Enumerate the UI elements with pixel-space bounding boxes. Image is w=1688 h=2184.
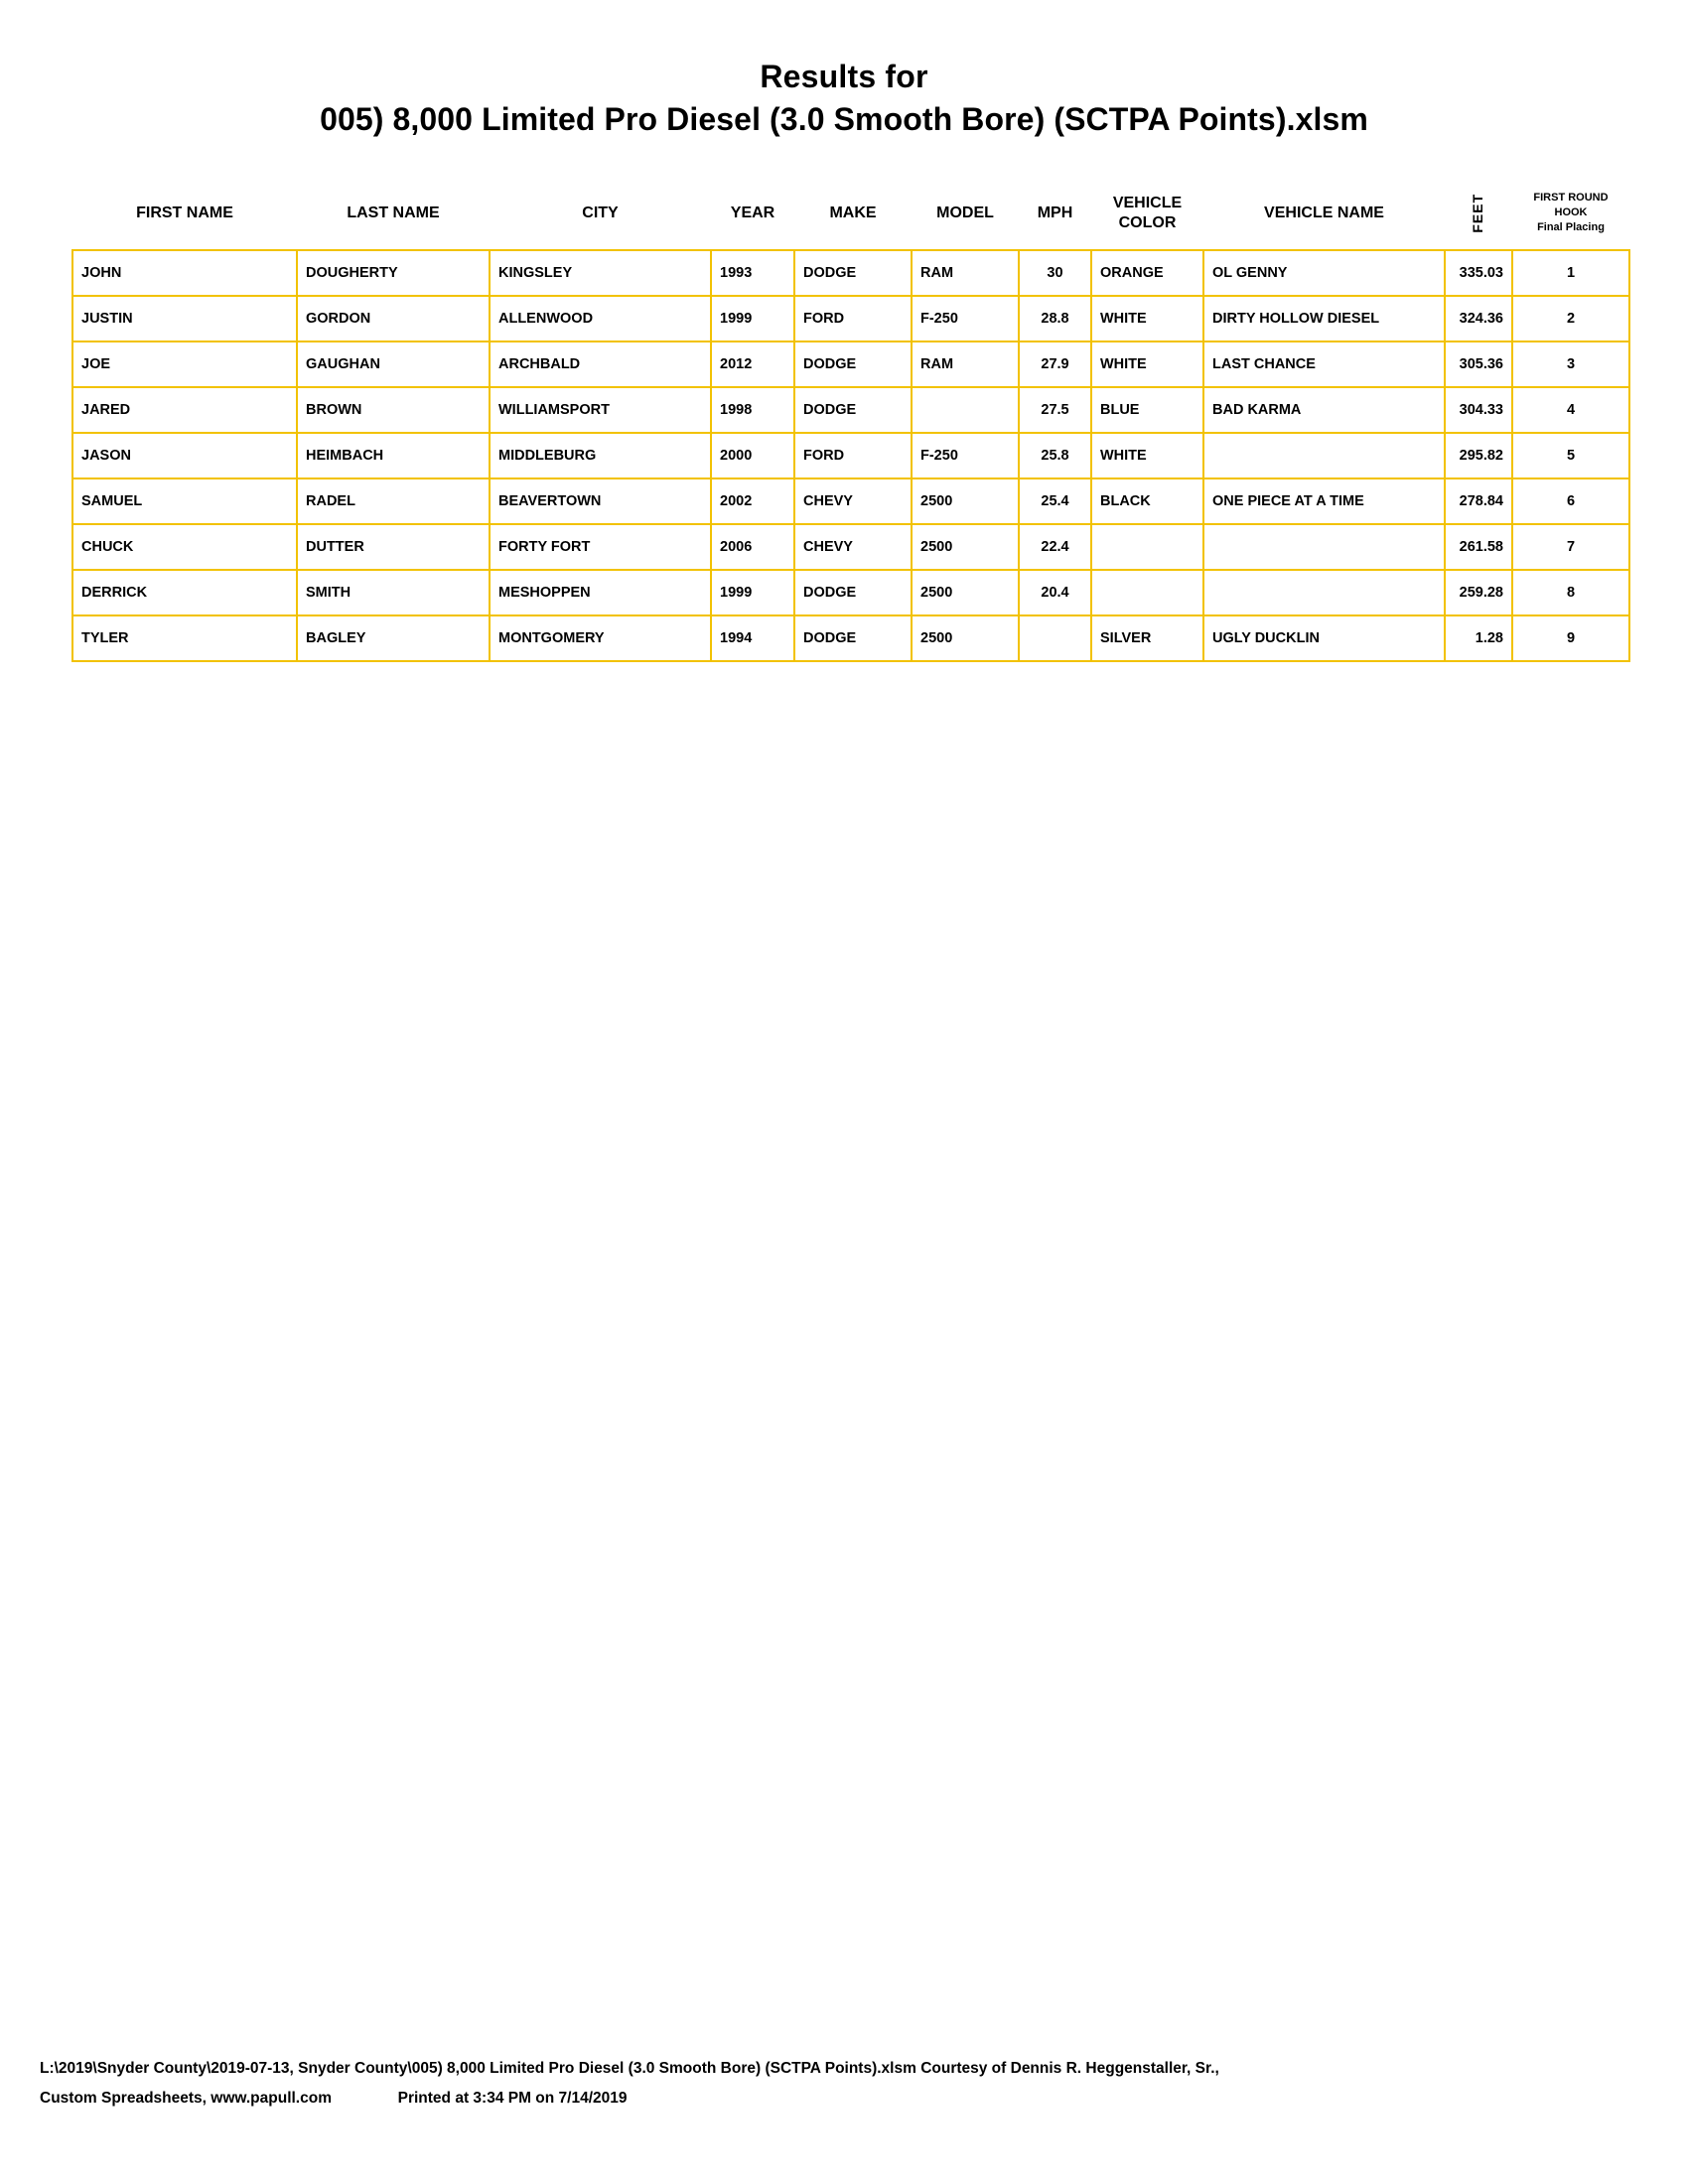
cell-placing: 3	[1512, 341, 1629, 387]
cell-model: 2500	[912, 478, 1019, 524]
cell-city: FORTY FORT	[490, 524, 711, 570]
cell-year: 1993	[711, 250, 794, 296]
cell-vehicle-color: BLACK	[1091, 478, 1203, 524]
cell-city: MONTGOMERY	[490, 615, 711, 661]
cell-year: 2000	[711, 433, 794, 478]
cell-last-name: BROWN	[297, 387, 490, 433]
cell-city: ARCHBALD	[490, 341, 711, 387]
cell-first-name: TYLER	[72, 615, 297, 661]
cell-last-name: HEIMBACH	[297, 433, 490, 478]
cell-first-name: JARED	[72, 387, 297, 433]
cell-last-name: BAGLEY	[297, 615, 490, 661]
table-row	[72, 250, 1629, 296]
cell-make: DODGE	[794, 570, 912, 615]
cell-mph	[1019, 615, 1091, 661]
cell-vehicle-name	[1203, 433, 1445, 478]
cell-model: 2500	[912, 615, 1019, 661]
table-row	[72, 570, 1629, 615]
cell-last-name: GAUGHAN	[297, 341, 490, 387]
header-vehicle-color: VEHICLE COLOR	[1112, 194, 1183, 231]
cell-feet: 261.58	[1445, 524, 1512, 570]
cell-last-name: RADEL	[297, 478, 490, 524]
cell-city: WILLIAMSPORT	[490, 387, 711, 433]
cell-vehicle-name: ONE PIECE AT A TIME	[1203, 478, 1445, 524]
cell-placing: 8	[1512, 570, 1629, 615]
cell-first-name: DERRICK	[72, 570, 297, 615]
header-last-name: LAST NAME	[347, 204, 440, 221]
table-row	[72, 296, 1629, 341]
cell-year: 1999	[711, 296, 794, 341]
cell-placing: 9	[1512, 615, 1629, 661]
header-first-name: FIRST NAME	[136, 204, 233, 221]
results-table-container	[40, 185, 1648, 662]
cell-year: 1999	[711, 570, 794, 615]
cell-year: 1994	[711, 615, 794, 661]
cell-make: DODGE	[794, 387, 912, 433]
cell-city: ALLENWOOD	[490, 296, 711, 341]
cell-city: KINGSLEY	[490, 250, 711, 296]
cell-last-name: DUTTER	[297, 524, 490, 570]
cell-make: CHEVY	[794, 478, 912, 524]
cell-model: F-250	[912, 296, 1019, 341]
table-header	[72, 185, 1629, 250]
cell-mph: 20.4	[1019, 570, 1091, 615]
cell-year: 2006	[711, 524, 794, 570]
cell-city: MIDDLEBURG	[490, 433, 711, 478]
header-first-round-hook-label: FIRST ROUND HOOK	[1533, 192, 1609, 219]
table-row	[72, 615, 1629, 661]
cell-year: 2012	[711, 341, 794, 387]
cell-feet: 305.36	[1445, 341, 1512, 387]
cell-vehicle-color	[1091, 524, 1203, 570]
cell-mph: 22.4	[1019, 524, 1091, 570]
cell-placing: 1	[1512, 250, 1629, 296]
cell-feet: 259.28	[1445, 570, 1512, 615]
footer-path-line: L:\2019\Snyder County\2019-07-13, Snyder County\005) 8,000 Limited Pro Diesel (3.0 Smooth Bore) (SCTPA Points).xlsm Courtesy of Dennis R. Heggenstaller, Sr.,	[40, 2060, 1219, 2078]
cell-vehicle-color: WHITE	[1091, 341, 1203, 387]
cell-vehicle-name	[1203, 524, 1445, 570]
cell-feet: 295.82	[1445, 433, 1512, 478]
cell-feet: 278.84	[1445, 478, 1512, 524]
cell-mph: 25.8	[1019, 433, 1091, 478]
title-line-2: 005) 8,000 Limited Pro Diesel (3.0 Smooth Bore) (SCTPA Points).xlsm	[320, 101, 1368, 138]
cell-vehicle-name: BAD KARMA	[1203, 387, 1445, 433]
table-header-row	[72, 185, 1629, 250]
footer-credit-line	[40, 2084, 1628, 2113]
cell-make: DODGE	[794, 341, 912, 387]
cell-placing: 5	[1512, 433, 1629, 478]
cell-placing: 2	[1512, 296, 1629, 341]
cell-mph: 27.5	[1019, 387, 1091, 433]
cell-model	[912, 387, 1019, 433]
table-row	[72, 433, 1629, 478]
cell-vehicle-color: WHITE	[1091, 433, 1203, 478]
header-vehicle-name: VEHICLE NAME	[1264, 204, 1384, 221]
cell-first-name: CHUCK	[72, 524, 297, 570]
cell-last-name: SMITH	[297, 570, 490, 615]
cell-first-name: JUSTIN	[72, 296, 297, 341]
cell-feet: 324.36	[1445, 296, 1512, 341]
cell-last-name: DOUGHERTY	[297, 250, 490, 296]
cell-city: MESHOPPEN	[490, 570, 711, 615]
cell-last-name: GORDON	[297, 296, 490, 341]
cell-vehicle-color	[1091, 570, 1203, 615]
cell-make: CHEVY	[794, 524, 912, 570]
document-title	[40, 0, 1648, 143]
cell-mph: 28.8	[1019, 296, 1091, 341]
cell-first-name: JOE	[72, 341, 297, 387]
cell-vehicle-color: BLUE	[1091, 387, 1203, 433]
header-city: CITY	[582, 204, 619, 221]
cell-feet: 1.28	[1445, 615, 1512, 661]
cell-make: DODGE	[794, 615, 912, 661]
header-make: MAKE	[829, 204, 877, 221]
header-year: YEAR	[730, 204, 775, 221]
header-feet-label: FEET	[1470, 193, 1486, 233]
header-mph: MPH	[1037, 204, 1073, 221]
cell-make: FORD	[794, 433, 912, 478]
cell-feet: 304.33	[1445, 387, 1512, 433]
header-feet	[1445, 185, 1512, 250]
cell-feet: 335.03	[1445, 250, 1512, 296]
table-row	[72, 341, 1629, 387]
cell-model: 2500	[912, 524, 1019, 570]
cell-year: 1998	[711, 387, 794, 433]
cell-mph: 30	[1019, 250, 1091, 296]
cell-vehicle-color: ORANGE	[1091, 250, 1203, 296]
footer-printed-timestamp: Printed at 3:34 PM on 7/14/2019	[397, 2089, 628, 2107]
table-body	[72, 250, 1629, 661]
title-line-1: Results for	[760, 59, 928, 94]
cell-make: FORD	[794, 296, 912, 341]
cell-model: F-250	[912, 433, 1019, 478]
cell-vehicle-name: UGLY DUCKLIN	[1203, 615, 1445, 661]
header-model: MODEL	[936, 204, 994, 221]
results-table	[71, 185, 1630, 662]
cell-first-name: JASON	[72, 433, 297, 478]
cell-year: 2002	[711, 478, 794, 524]
cell-vehicle-color: WHITE	[1091, 296, 1203, 341]
table-row	[72, 524, 1629, 570]
header-first-round-hook	[1512, 185, 1629, 250]
page-footer	[40, 2054, 1628, 2113]
cell-city: BEAVERTOWN	[490, 478, 711, 524]
table-row	[72, 387, 1629, 433]
cell-mph: 27.9	[1019, 341, 1091, 387]
cell-model: 2500	[912, 570, 1019, 615]
cell-vehicle-name: DIRTY HOLLOW DIESEL	[1203, 296, 1445, 341]
cell-model: RAM	[912, 341, 1019, 387]
cell-vehicle-name	[1203, 570, 1445, 615]
cell-vehicle-color: SILVER	[1091, 615, 1203, 661]
header-final-placing-label: Final Placing	[1537, 221, 1605, 234]
cell-placing: 4	[1512, 387, 1629, 433]
table-row	[72, 478, 1629, 524]
cell-placing: 7	[1512, 524, 1629, 570]
cell-mph: 25.4	[1019, 478, 1091, 524]
cell-first-name: SAMUEL	[72, 478, 297, 524]
footer-website: Custom Spreadsheets, www.papull.com	[40, 2089, 332, 2107]
cell-make: DODGE	[794, 250, 912, 296]
cell-placing: 6	[1512, 478, 1629, 524]
cell-first-name: JOHN	[72, 250, 297, 296]
cell-vehicle-name: LAST CHANCE	[1203, 341, 1445, 387]
cell-model: RAM	[912, 250, 1019, 296]
cell-vehicle-name: OL GENNY	[1203, 250, 1445, 296]
